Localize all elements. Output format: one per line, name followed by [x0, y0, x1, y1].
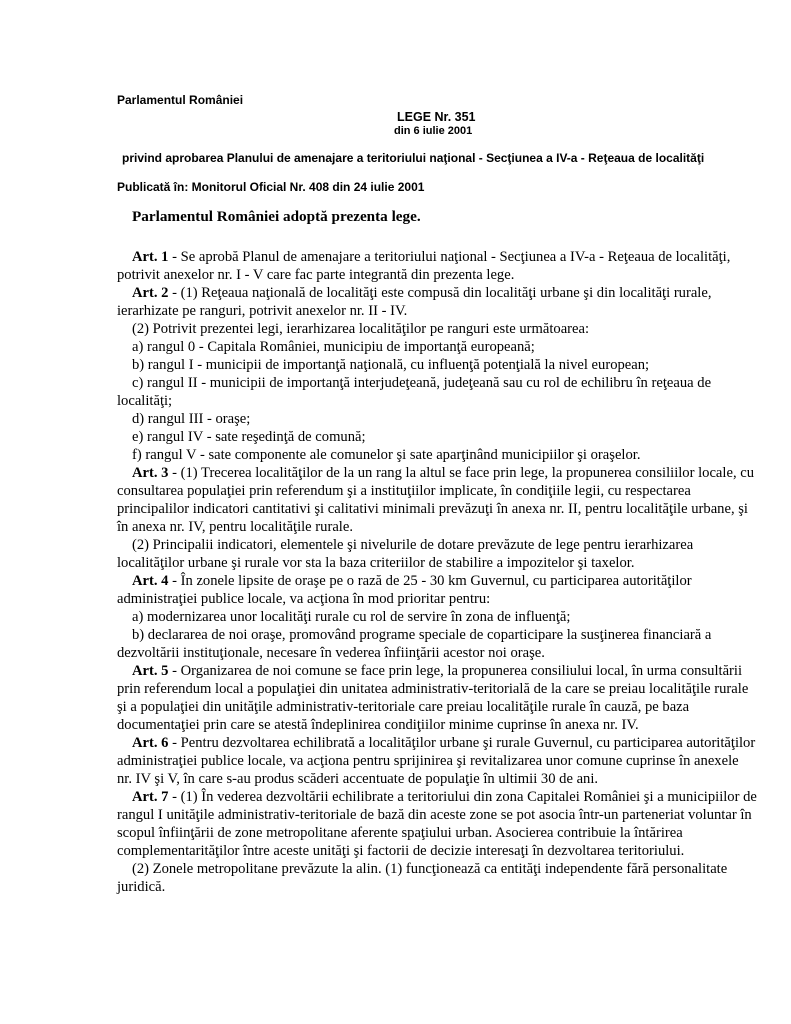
article-5 — [117, 662, 757, 734]
article-2-item-e: e) rangul IV - sate reşedinţă de comună; — [132, 429, 366, 445]
article-1-label: Art. 1 — [132, 249, 169, 265]
article-1-text: - Se aprobă Planul de amenajare a teritoriului naţional - Secţiunea a IV-a - Reţeaua de localităţi, potrivit anexelor nr. I - V care fac parte integrantă din prezenta lege. — [117, 249, 731, 283]
article-3-text: - (1) Trecerea localităţilor de la un rang la altul se face prin lege, la propunerea consiliilor locale, cu consultarea populaţiei prin referendum şi a instituţiilor implicate, în condiţiile legii, cu respectarea principalilor indicatori cantitativi şi calitativi minimali prevăzuţi în anexa nr. II, pentru localităţile urbane, şi în anexa nr. IV, pentru localităţile rurale. — [117, 465, 755, 535]
article-7 — [117, 788, 757, 860]
article-7-label: Art. 7 — [132, 789, 169, 805]
adoption-statement: Parlamentul României adoptă prezenta lege. — [132, 208, 421, 225]
law-date: din 6 iulie 2001 — [394, 125, 473, 137]
article-2-item-f: f) rangul V - sate componente ale comunelor şi sate aparţinând municipiilor şi oraşelor. — [132, 447, 641, 463]
article-2-item-c: c) rangul II - municipii de importanţă interjudeţeană, judeţeană sau cu rol de echilibru în reţeaua de localităţi; — [117, 375, 712, 409]
article-6-label: Art. 6 — [132, 735, 169, 751]
article-2-item-b: b) rangul I - municipii de importanţă naţională, cu influenţă potenţială la nivel european; — [132, 357, 650, 373]
article-2-label: Art. 2 — [132, 285, 169, 301]
article-4-label: Art. 4 — [132, 573, 169, 589]
article-2-paragraph-2: (2) Potrivit prezentei legi, ierarhizarea localităţilor pe ranguri este următoarea: — [132, 321, 590, 337]
issuer-name: Parlamentul României — [117, 93, 244, 107]
law-body — [117, 208, 757, 896]
article-7-text: - (1) În vederea dezvoltării echilibrate a teritoriului din zona Capitalei României şi a municipiilor de rangul I unităţile administrativ-teritoriale de bază din aceste zone se pot asocia într-un parteneriat voluntar în scopul înfiinţării de zone metropolitane aferente spaţiului urban. Asocierea contribuie la întărirea complementarităţilor între aceste unităţi şi factorii de decizie interesaţi în dezvoltarea teritoriului. — [117, 789, 757, 859]
article-5-text: - Organizarea de noi comune se face prin lege, la propunerea consiliului local, în urma consultării prin referendum local a populaţiei din unitatea administrativ-teritorială de la care se preiau localităţile rurale şi a populaţiei din unităţile administrativ-teritoriale care preiau localităţile rurale în cauză, pe baza documentaţiei prin care se atestă îndeplinirea condiţiilor minime cuprinse în anexa nr. IV. — [117, 663, 749, 733]
article-3-paragraph-2: (2) Principalii indicatori, elementele şi nivelurile de dotare prevăzute de lege pentru ierarhizarea localităţilor urbane şi rurale vor sta la baza criteriilor de stabilire a impozitelor şi taxelor. — [117, 537, 694, 571]
article-2-text: - (1) Reţeaua naţională de localităţi este compusă din localităţi urbane şi din localităţi rurale, ierarhizate pe ranguri, potrivit anexelor nr. II - IV. — [117, 285, 712, 319]
article-4-item-b: b) declararea de noi oraşe, promovând programe speciale de coparticipare la susţinerea financiară a dezvoltării instituţionale, necesare în vederea înfiinţării acestor noi oraşe. — [117, 627, 712, 661]
article-6 — [117, 734, 757, 788]
article-3 — [117, 464, 757, 536]
article-7-paragraph-2: (2) Zonele metropolitane prevăzute la alin. (1) funcţionează ca entităţi independente fără personalitate juridică. — [117, 861, 728, 895]
article-1 — [117, 248, 757, 284]
article-5-label: Art. 5 — [132, 663, 169, 679]
law-number: LEGE Nr. 351 — [397, 110, 476, 124]
publication-info: Publicată în: Monitorul Oficial Nr. 408 din 24 iulie 2001 — [117, 180, 425, 194]
article-2-item-d: d) rangul III - oraşe; — [132, 411, 251, 427]
article-4 — [117, 572, 757, 608]
article-2 — [117, 284, 757, 320]
article-2-item-a: a) rangul 0 - Capitala României, municipiu de importanţă europeană; — [132, 339, 535, 355]
article-4-item-a: a) modernizarea unor localităţi rurale cu rol de servire în zona de influenţă; — [132, 609, 571, 625]
article-6-text: - Pentru dezvoltarea echilibrată a localităţilor urbane şi rurale Guvernul, cu participarea autorităţilor administraţiei publice locale, va acţiona pentru sprijinirea şi revitalizarea unor comune cuprinse în anexele nr. IV şi V, în care s-au produs scăderi accentuate de populaţie în ultimii 30 de ani. — [117, 735, 756, 787]
law-subject: privind aprobarea Planului de amenajare a teritoriului naţional - Secţiunea a IV-a - Reţeaua de localităţi — [122, 151, 705, 165]
article-3-label: Art. 3 — [132, 465, 169, 481]
article-4-text: - În zonele lipsite de oraşe pe o rază de 25 - 30 km Guvernul, cu participarea autorităţilor administraţiei publice locale, va acţiona în mod prioritar pentru: — [117, 573, 692, 607]
